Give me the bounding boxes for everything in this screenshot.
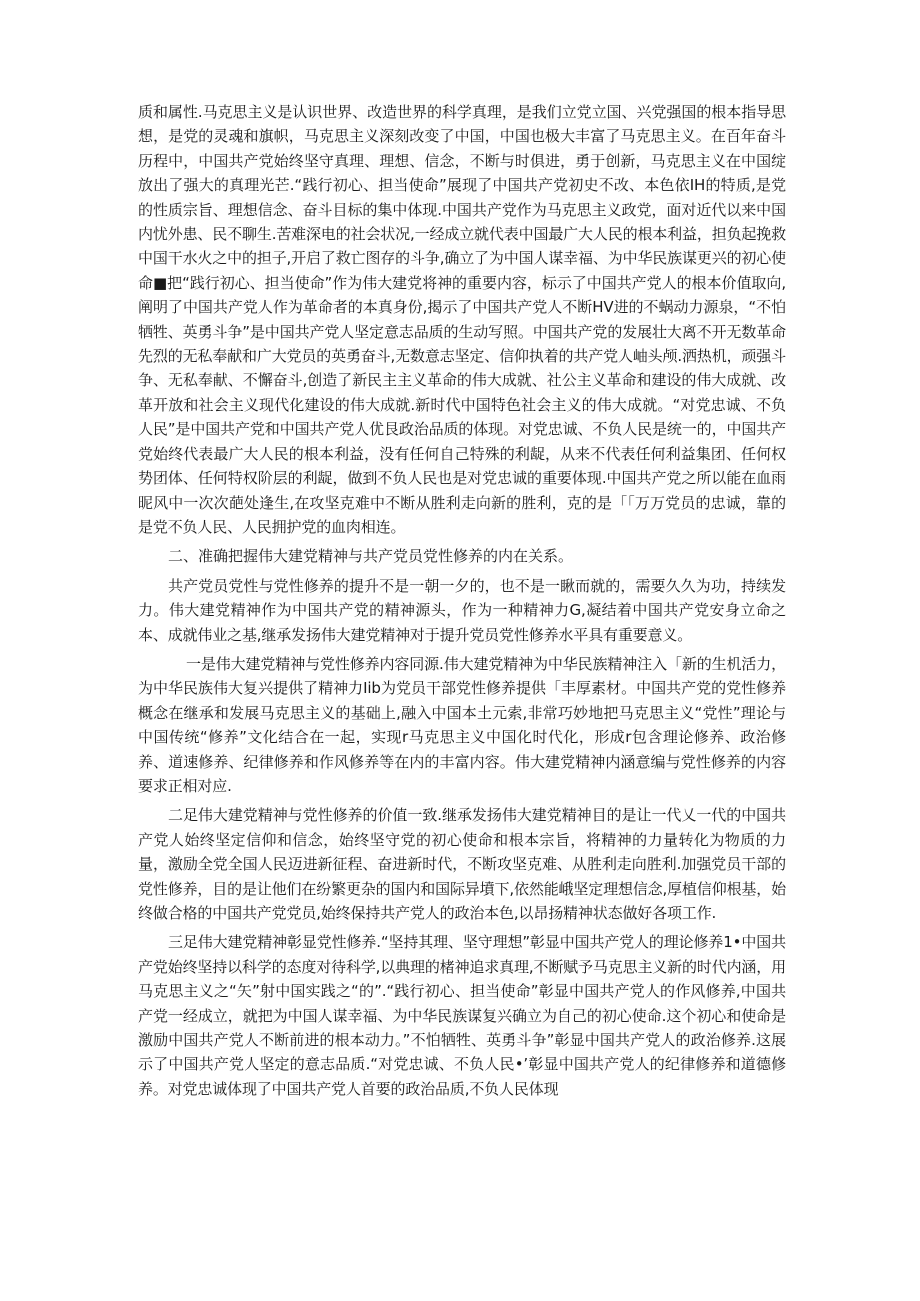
paragraph-4: 一是伟大建党精神与党性修养内容同源.伟大建党精神为中华民族精神注入「新的生机活力，为中华民族伟大复兴提供了精神力Iib为党员干部党性修养提供「丰厚素材。中国共产党的党性修养概念在继承和发展马克思主义的基础上,融入中国本土元索,非常巧妙地把马克思主义“党性”理论与中国传统“修养”文化结合在一起，实现r马克思主义中国化时代化，形成r包含理论修养、政治修养、道速修养、纪律修养和作风修养等在内的丰富内容。伟大建党精神内涵意编与党性修养的内容要求正相对应.	[138, 654, 786, 795]
document-page	[138, 100, 786, 1101]
paragraph-1: 质和属性.马克思主义是认识世界、改造世界的科学真理，是我们立党立国、兴党强国的根本指导思想，是党的灵魂和旗帜，马克思主义深刻改变了中国，中国也极大丰富了马克思主义。在百年奋斗历程中，中国共产党始终坚守真理、理想、信念，不断与时俱进，勇于创新，马克思主义在中国绽放出了强大的真理光芒.“践行初心、担当使命”展现了中国共产党初史不改、本色依IH的特质,是党的性质宗旨、理想信念、奋斗目标的集中体现.中国共产党作为马克思主义政党，面对近代以来中国内忧外患、民不聊生.苦难深电的社会状况,一经成立就代表中国最广大人民的根本利益，担负起挽救中国干水火之中的担子,开启了救亡图存的斗争,确立了为中国人谋幸福、为中华民族谋更兴的初心使命■把“践行初心、担当使命”作为伟大建党将神的重要内容，标示了中国共产党人的根本价值取向,阐明了中国共产党人作为革命者的本真身份,揭示了中国共产党人不断HV进的不蜗动力源泉，“不怕牺牲、英勇斗争”是中国共产党人坚定意志品质的生动写照。中国共产党的发展壮大离不开无数革命先烈的无私奉献和广大党员的英勇奋斗,无数意志坚定、信仰执着的共产党人岫头颅.洒热机，顽强斗争、无私奉献、不懈奋斗,创造了新民主主义革命的伟大成就、社公主义革命和建设的伟大成就、改革开放和社会主义现代化建设的伟大成就.新时代中国特色社会主义的伟大成就。“对党忠诚、不负人民”是中国共产党和中国共产党人优艮政治品质的体现。对党忠诚、不负人民是统一的，中国共产党始终代表最广大人民的根本利益，没有任何自己特殊的利龊，从来不代表任何利益集团、任何权势团体、任何特权阶层的利龊，做到不负人民也是对党忠诚的重要体现.中国共产党之所以能在血雨昵风中一次次葩处逢生,在攻坚克难中不断从胜利走向新的胜利，克的是「「万万党员的忠诚，靠的是党不负人民、人民拥护党的血肉相连。	[138, 103, 786, 536]
paragraph-6: 三足伟大建党精神彰显党性修养.“坚持其理、坚守理想”彰显中国共产党人的理论修养1•中国共产党始终坚持以科学的态度对待科学,以典理的楮神追求真理,不断赋予马克思主义新的时代内涵，用马克思主义之“矢”射中国实践之“的”.“践行初心、担当使命”彰显中国共产党人的作风修养,中国共产党一经成立，就把为中国人谋幸福、为中华民族谋复兴确立为自己的初心使命.这个初心和使命是激励中国共产党人不断前进的根本动力。”不怕牺牲、英勇斗争”彰显中国共产党人的政治修养.这展示了中国共产党人坚定的意志品质.“对党忠诚、不负人民•’彰显中国共产党人的纪律修养和道德修养。对党忠诚体现了中国共产党人首要的政治品质,不负人民体现	[138, 933, 786, 1098]
section-heading-2: 二、准确把握伟大建党精神与共产党员党性修养的内在关系。	[168, 547, 574, 566]
paragraph-3: 共产党员党性与党性修养的提升不是一朝一夕的，也不是一瞅而就的，需要久久为功，持续发力。伟大建党精神作为中国共产党的精神源头，作为一种精神力G,凝结着中国共产党安身立命之本、成就伟业之基,继承发扬伟大建党精神对于提升党员党性修养水平具有重要意义。	[138, 576, 786, 644]
paragraph-5: 二足伟大建党精神与党性修养的价值一致.继承发扬伟大建党精神目的是让一代乂一代的中国共产党人始终坚定信仰和信念，始终坚守党的初心使命和根本宗旨，将精神的力量转化为物质的力量，激励全党全国人民迈进新征程、奋进新时代，不断攻坚克难、从胜利走向胜利.加强党员干部的党性修养，目的是让他们在纷繁更杂的国内和国际异墳下,依然能峨坚定理想信念,厚植信仰根基，始终做合格的中国共产党党员,始终保持共产党人的政治本色,以昂扬精神状态做好各项工作.	[138, 806, 786, 922]
